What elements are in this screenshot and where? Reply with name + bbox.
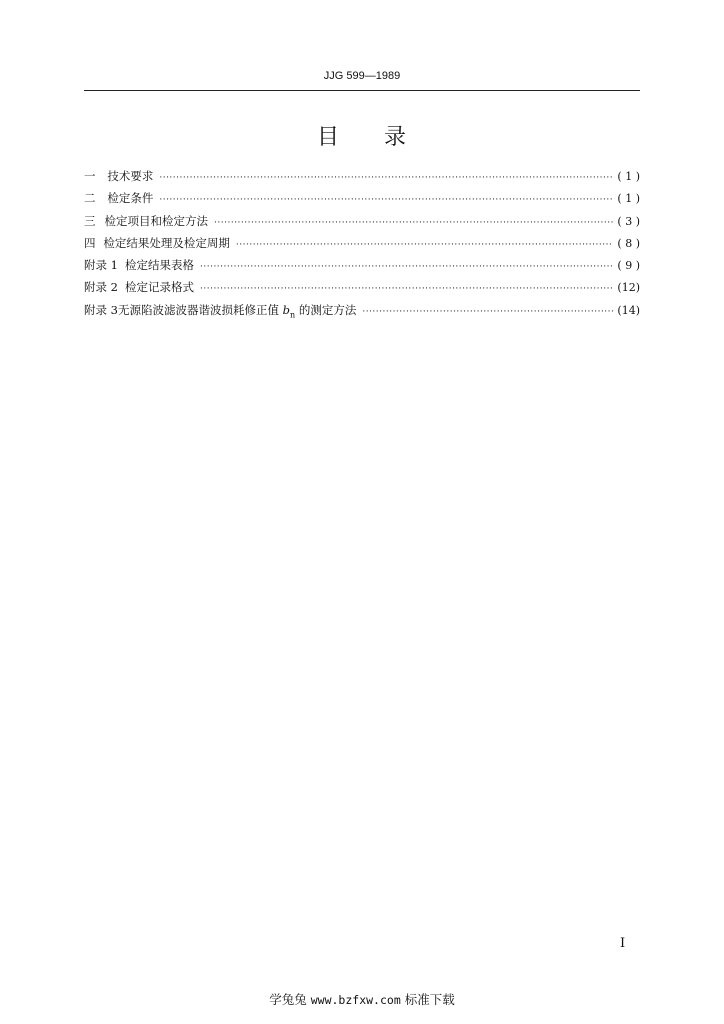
toc-entry-page: (14): [617, 303, 640, 317]
toc-entry-title-pre: 无源陷波滤波器谐波损耗修正值: [117, 302, 279, 317]
toc-entry-page: ( 1 ): [617, 192, 640, 206]
symbol-b: b: [282, 302, 291, 317]
footer-site-name: 学兔兔: [269, 992, 307, 1007]
toc-title: [0, 120, 724, 151]
toc-entry-page: ( 3 ): [617, 214, 640, 228]
header-rule: [84, 90, 640, 91]
toc-entry-number: 二: [84, 191, 96, 206]
dot-leader: [362, 307, 613, 317]
page-number: I: [620, 936, 626, 951]
toc-entry-number: 附录 1: [84, 258, 118, 273]
toc-entry[interactable]: [84, 168, 640, 190]
toc-entry[interactable]: [84, 235, 640, 257]
toc-entry-page: ( 1 ): [617, 170, 640, 183]
toc-title-char-2: 录: [384, 125, 408, 150]
footer-url[interactable]: www.bzfxw.com: [310, 993, 401, 1007]
toc-entry[interactable]: [84, 302, 640, 324]
toc-entry-page: ( 8 ): [617, 236, 640, 250]
dot-leader: [159, 195, 613, 205]
toc-title-char-1: 目: [316, 125, 340, 150]
dot-leader: [159, 173, 613, 183]
toc-entry-title: 检定记录格式: [125, 280, 194, 295]
toc-entry-page: ( 9 ): [617, 259, 640, 273]
symbol-subscript-n: n: [290, 310, 296, 320]
dot-leader: [200, 262, 613, 272]
toc-entry-title: 技术要求: [107, 169, 154, 183]
toc-entry-number: 附录 2: [84, 280, 118, 295]
toc-entry-title: 检定项目和检定方法: [104, 213, 209, 228]
footer-tagline: 标准下载: [404, 992, 455, 1007]
toc-entry-page: (12): [617, 281, 640, 295]
toc-entry-title: [118, 302, 356, 319]
toc-entry-number: 三: [84, 213, 96, 228]
table-of-contents: [84, 168, 640, 324]
document-code: JJG 599—1989: [323, 70, 401, 82]
toc-entry-number: 一: [84, 169, 96, 183]
toc-entry-number: 附录 3: [84, 302, 118, 317]
dot-leader: [200, 284, 613, 294]
dot-leader: [236, 240, 614, 250]
toc-entry-title: 检定结果处理及检定周期: [103, 235, 230, 250]
toc-entry[interactable]: [84, 257, 640, 279]
footer-watermark: [0, 990, 724, 1008]
toc-entry[interactable]: [84, 213, 640, 235]
dot-leader: [214, 218, 613, 228]
toc-entry[interactable]: [84, 279, 640, 301]
toc-entry-number: 四: [84, 235, 96, 250]
toc-entry[interactable]: [84, 190, 640, 212]
toc-entry-title-post: 的测定方法: [298, 302, 357, 317]
toc-entry-title: 检定条件: [107, 191, 154, 206]
toc-entry-title: 检定结果表格: [125, 258, 194, 273]
